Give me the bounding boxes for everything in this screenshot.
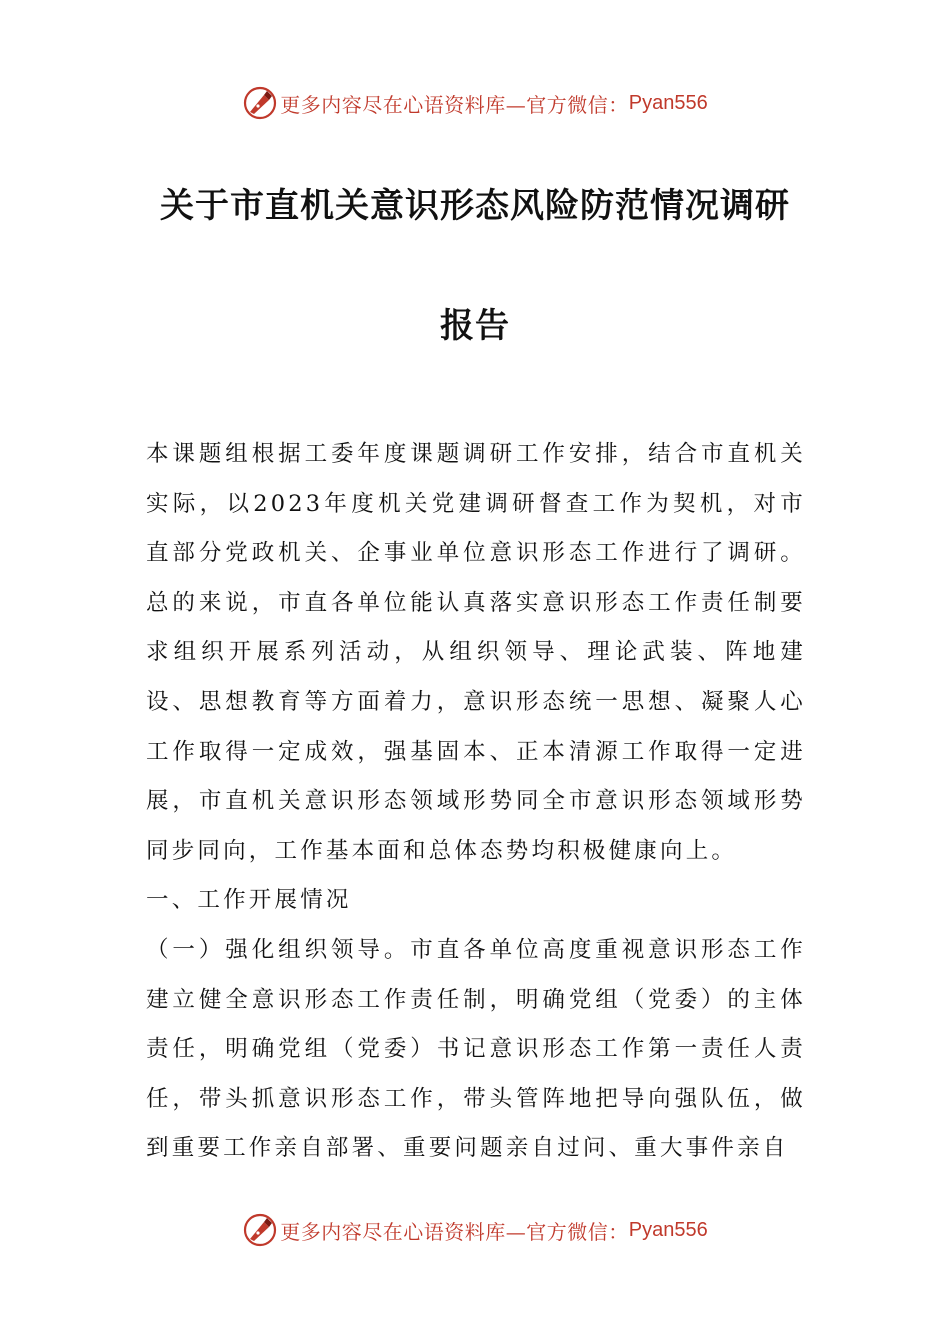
body-paragraph-organization: （一）强化组织领导。市直各单位高度重视意识形态工作建立健全意识形态工作责任制，明确党组（党委）的主体责任，明确党组（党委）书记意识形态工作第一责任人责任，带头抓意识形态工作，带头管阵地把导向强队伍，做到重要工作亲自部署、重要问题亲自过问、重大事件亲自 bbox=[146, 936, 806, 1162]
header-banner bbox=[0, 81, 950, 125]
body-paragraph-intro: 本课题组根据工委年度课题调研工作安排，结合市直机关实际，以2023年度机关党建调研督查工作为契机，对市直部分党政机关、企事业单位意识形态工作进行了调研。总的来说，市直各单位能认真落实意识形态工作责任制要求组织开展系列活动，从组织领导、理论武装、阵地建设、思想教育等方面着力，意识形态统一思想、凝聚人心工作取得一定成效，强基固本、正本清源工作取得一定进展，市直机关意识形态领域形势同全市意识形态领域形势同步同向，工作基本面和总体态势均积极健康向上。 bbox=[146, 441, 806, 864]
page-title-line-2: 报告 bbox=[440, 306, 510, 346]
promo-text: 更多内容尽在心语资料库—官方微信： bbox=[280, 92, 629, 117]
document-body bbox=[146, 430, 806, 1174]
pen-nib-icon bbox=[242, 85, 278, 121]
wechat-account-id: Pyan556 bbox=[628, 1218, 708, 1241]
promo-text: 更多内容尽在心语资料库—官方微信： bbox=[280, 1219, 629, 1244]
footer-banner bbox=[0, 1208, 950, 1252]
wechat-account-id: Pyan556 bbox=[628, 91, 708, 114]
pen-nib-icon bbox=[242, 1212, 278, 1248]
page-title-line-1: 关于市直机关意识形态风险防范情况调研 bbox=[160, 186, 790, 226]
section-heading-work-status: 一、工作开展情况 bbox=[146, 887, 352, 914]
